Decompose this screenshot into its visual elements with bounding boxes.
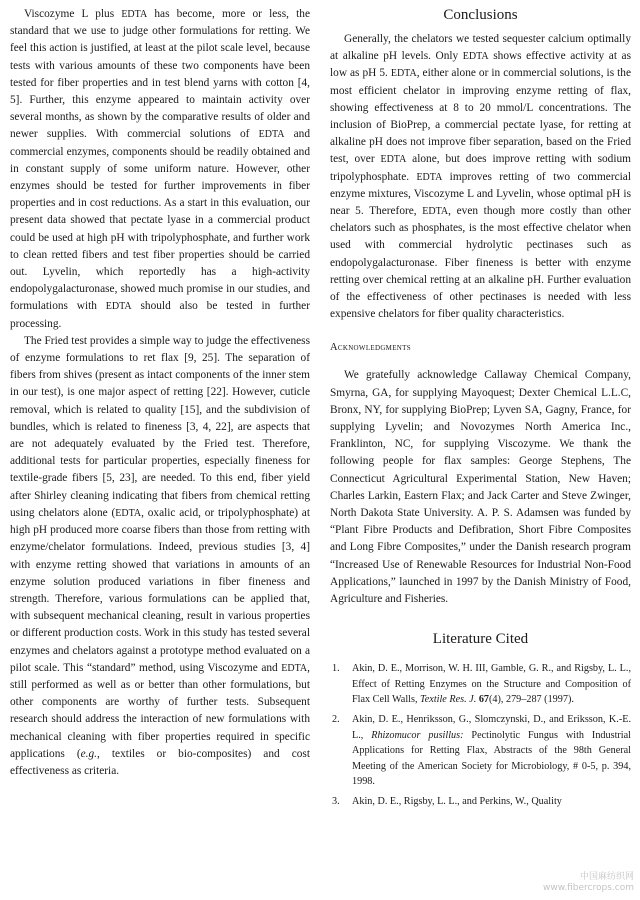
small-caps-term: EDTA bbox=[258, 129, 285, 141]
text-run: Akin, D. E., Henriksson, G., Slomczynski, D., and Eriksson, K.-E. L., bbox=[352, 714, 631, 741]
text-run: , even though more costly than other chelators such as phosphates, is the most effective chelator when used with commercial hydrolytic pectinases such as endopolygalacturonase. Fiber fineness is better with enzyme retting over chemical retting at an alkaline pH. Further evaluation of the effectiveness of other pectinases is needed with less expensive chelators for fiber quality characteristics. bbox=[330, 205, 631, 321]
text-run: We gratefully acknowledge Callaway Chemical Company, Smyrna, GA, for supplying Mayoquest; Dexter Chemical L.L.C, Bronx, NY, for supplying BioPrep; Lyven SA, Gagny, France, for supplying Lyvelin; and Novozymes North America Inc., Franklinton, NC, for supplying Viscozyme. We thank the following people for flax samples: George Stephens, The Connecticut Agricultural Experimental Station, New Haven; Charles Larkin, Eastern Flax; and Jack Carter and Steve Zwinger, North Dakota State University. A. P. S. Adamsen was funded by “Plant Fibre Products and Defibration, Short Fibre Composites and Long Fibre Composites,” under the Danish research program “Increased Use of Renewable Resources for Industrial Non-Food Applications,” launched in 1997 by the Danish Ministry of Food, Agriculture and Fisheries. bbox=[330, 369, 631, 606]
reference-number: 3. bbox=[332, 796, 340, 808]
italic-text: e.g. bbox=[80, 747, 98, 760]
right-column bbox=[330, 6, 631, 814]
italic-text: Textile Res. J. bbox=[420, 694, 477, 706]
reference-list bbox=[330, 661, 631, 809]
text-run: , textiles or bio-composites) and cost effectiveness as criteria. bbox=[10, 747, 310, 777]
reference-number: 1. bbox=[332, 663, 340, 675]
reference-item bbox=[330, 712, 631, 790]
text-run: , oxalic acid, or tripolyphosphate) at high pH produced more coarse fibers than those from retting with enzyme/chelator formulations. Indeed, previous studies [3, 4] with enzyme retting showed that variations in amounts of an enzyme solution produced variations in fiber fineness and strength. Therefore, various formulations can be applied that, with subsequent mechanical cleaning, result in various properties or different production costs. Work in this study has tested several enzymes and chelators against a prototype method evaluated on a pilot scale. This “standard” method, using Viscozyme and bbox=[10, 506, 310, 674]
small-caps-term: EDTA bbox=[390, 68, 417, 80]
text-run: should also be tested in further processing. bbox=[10, 300, 310, 330]
text-run: (4), 279–287 (1997). bbox=[489, 694, 574, 706]
small-caps-term: EDTA bbox=[105, 301, 132, 313]
text-run: Pectinolytic Fungus with Industrial Applications for Retting Flax, Abstracts of the 98th General Meeting of the American Society for Microbiology, # 0-5, p. 394, 1998. bbox=[352, 729, 631, 788]
watermark bbox=[543, 872, 634, 894]
text-run: , either alone or in commercial solutions, is the most efficient chelator in improving enzyme retting of flax, showing effectiveness at 8 to 20 mmol/L concentrations. The inclusion of BioPrep, a commercial pectate lyase, for retting at alkaline pH does not improve fiber separation, based on the Fried test, over bbox=[330, 67, 631, 166]
text-run: The Fried test provides a simple way to judge the effectiveness of enzyme formulations to ret flax [9, 25]. The separation of fibers from shives (present as intact components of the inner stem in our test), is one major aspect of retting [22]. However, cuticle removal, which is related to quality [15], and the subdivision of bundles, which is related to fineness [3, 4, 22], are aspects that are not adequately evaluated by the Fried test. Therefore, additional tests for particular properties, especially fineness for textile-grade fibers [5, 23], are needed. To this end, fiber yield after Shirley cleaning indicating that fibers from chemical retting using chelators alone ( bbox=[10, 334, 310, 519]
conclusions-heading: Conclusions bbox=[443, 7, 518, 23]
text-run: and commercial enzymes, components should be readily obtained and in constant supply of some uniform nature. However, other enzymes should be tested for further improvements in fiber properties and in cost reductions. As a start in this evaluation, our present data showed that pectate lyase in a commercial product could be used at high pH with tripolyphosphate, and further work to clean retted fibers and test fiber properties should be carried out. Lyvelin, which reportedly has a high-activity endopolygalacturonase, showed much promise in our studies, and formulations with bbox=[10, 128, 310, 313]
literature-cited-heading: Literature Cited bbox=[432, 631, 529, 648]
conclusions-paragraph bbox=[330, 31, 631, 323]
small-caps-term: EDTA bbox=[121, 9, 148, 20]
acknowledgments-heading: Acknowledgments bbox=[330, 342, 411, 354]
text-run: improves retting of two commercial enzyme mixtures, Viscozyme L and Lyvelin, whose optimal pH is near 5. Therefore, bbox=[330, 170, 631, 218]
reference-item bbox=[330, 794, 631, 810]
small-caps-term: EDTA bbox=[380, 154, 407, 166]
small-caps-term: EDTA bbox=[462, 51, 489, 63]
watermark-line-2: www.fibercrops.com bbox=[543, 883, 634, 893]
small-caps-term: EDTA bbox=[422, 206, 449, 218]
italic-text: Rhizomucor pusillus: bbox=[371, 729, 464, 741]
small-caps-term: EDTA bbox=[115, 507, 142, 519]
text-run: has become, more or less, the standard that we use to judge other formulations for retting. We feel this action is justified, at least at the pilot scale level, because tests with various amounts of these two components have been tested for fiber properties and in test blend yarns with cotton [4, 5]. Further, this enzyme appeared to maintain activity over several months, as shown by the comparative results of older and newer supplies. With commercial solutions of bbox=[10, 8, 310, 141]
text-run: shows effective activity at as low as pH 5. bbox=[330, 50, 631, 80]
small-caps-term: EDTA bbox=[416, 171, 443, 183]
discussion-paragraph-2 bbox=[10, 333, 310, 780]
reference-item bbox=[330, 661, 631, 708]
text-run: Generally, the chelators we tested sequester calcium optimally at alkaline pH levels. Only bbox=[330, 33, 631, 63]
text-run: , still performed as well as or better than other formulations, but other components are worthy of further tests. Subsequent research should address the interaction of new formulations with mechanical cleaning with fiber properties required in specific applications ( bbox=[10, 661, 310, 760]
reference-number: 2. bbox=[332, 714, 340, 726]
text-run: Akin, D. E., Rigsby, L. L., and Perkins, W., Quality bbox=[352, 796, 562, 808]
discussion-paragraph-1 bbox=[10, 6, 310, 333]
bold-text: 67 bbox=[478, 694, 489, 706]
small-caps-term: EDTA bbox=[281, 662, 308, 674]
left-column bbox=[10, 6, 310, 780]
text-run: Viscozyme L plus bbox=[24, 8, 122, 20]
text-run: alone, but does improve retting with sodium tripolyphosphate. bbox=[330, 153, 632, 183]
acknowledgments-paragraph bbox=[330, 367, 631, 608]
watermark-line-1: 中国麻纺织网 bbox=[579, 872, 634, 882]
text-run: Akin, D. E., Morrison, W. H. III, Gamble, G. R., and Rigsby, L. L., Effect of Retting Enzymes on the Structure and Composition of Flax Cell Walls, bbox=[352, 663, 631, 706]
